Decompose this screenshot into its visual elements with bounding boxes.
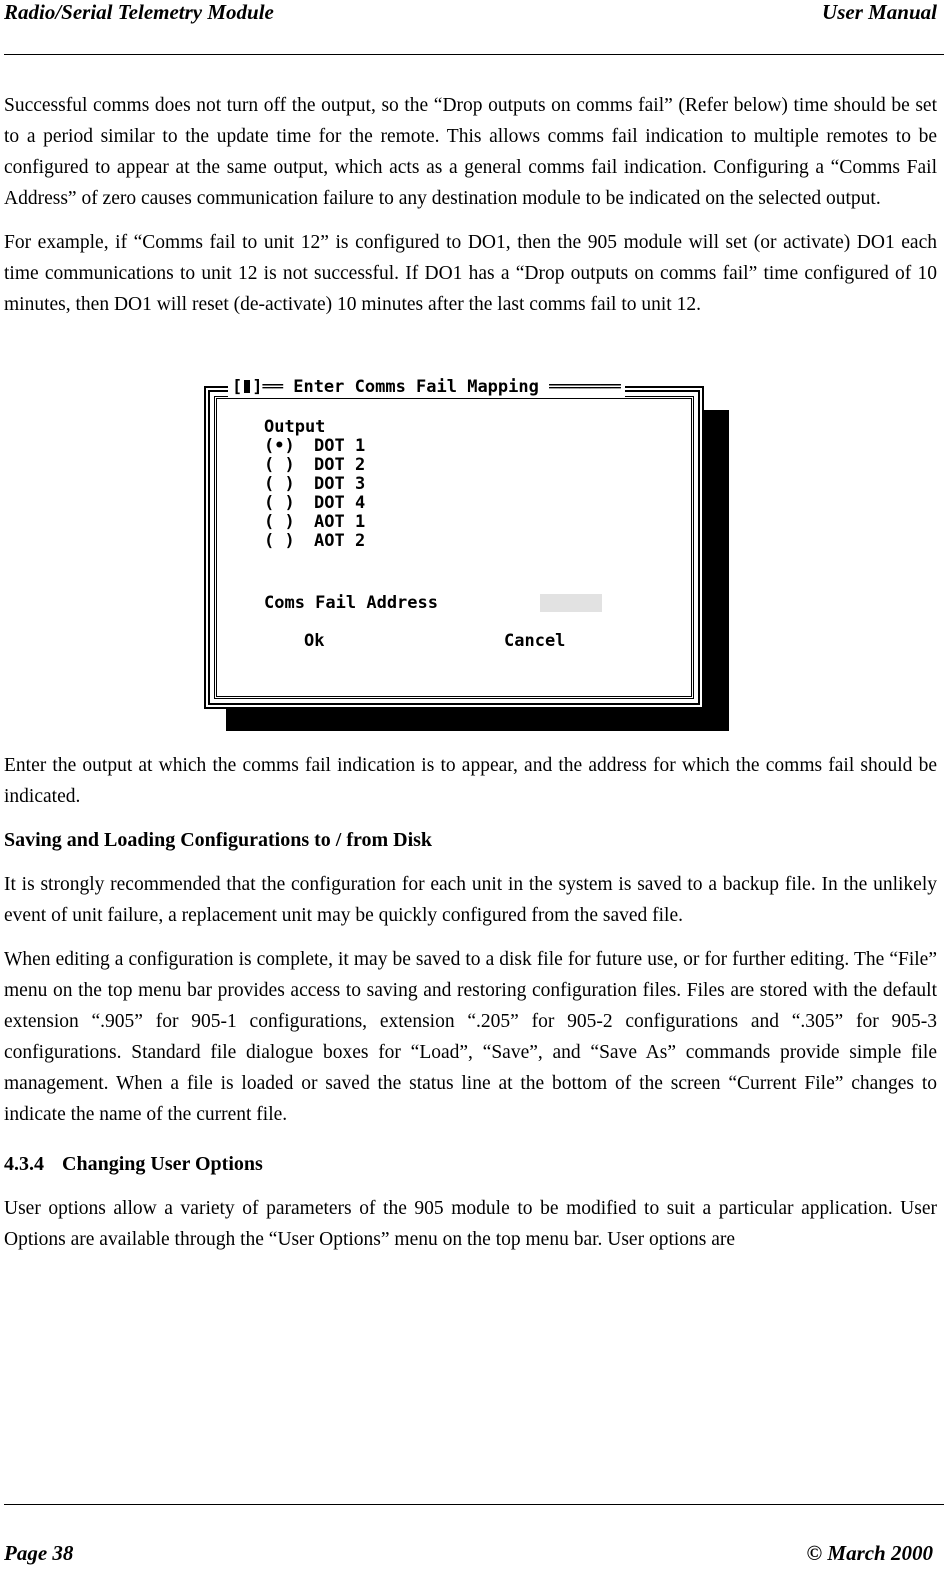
title-rule-right: ═══════ — [538, 377, 621, 397]
page-number-label: Page 38 — [4, 1541, 74, 1565]
page-number: 38 — [52, 1541, 74, 1565]
radio-selected-icon: (•) — [264, 436, 295, 456]
radio-unselected-icon: ( ) — [264, 493, 295, 513]
radio-option-label: DOT 4 — [314, 493, 366, 513]
radio-option-aot-1[interactable] — [264, 513, 365, 532]
ok-button[interactable]: Ok — [304, 631, 325, 651]
radio-option-dot-1[interactable] — [264, 437, 365, 456]
radio-unselected-icon: ( ) — [264, 531, 295, 551]
heading-changing-user-options — [4, 1149, 937, 1180]
radio-unselected-icon: ( ) — [264, 474, 295, 494]
dialog-close-button[interactable]: [ ] — [232, 377, 263, 397]
header-document-title: Radio/Serial Telemetry Module — [4, 0, 274, 24]
paragraph-dialog-instructions: Enter the output at which the comms fail indication is to appear, and the address for which the comms fail should be indicated. — [4, 755, 937, 807]
radio-option-label: AOT 2 — [314, 531, 366, 551]
dialog-title-bar — [228, 376, 625, 398]
radio-option-dot-3[interactable] — [264, 475, 365, 494]
section-number: 4.3.4 — [4, 1153, 44, 1175]
cancel-button[interactable]: Cancel — [504, 631, 566, 651]
paragraph-comms-fail-intro: Successful comms does not turn off the output, so the “Drop outputs on comms fail” (Refer below) time should be set to a period similar to the update time for the remote. This allows comms fail indication to multiple remotes to be configured to appear at the same output, which acts as a general comms fail indication. Configuring a “Comms Fail Address” of zero causes communication failure to any destination module to be indicated on the selected output. — [4, 95, 937, 209]
comms-fail-address-label: Coms Fail Address — [264, 593, 438, 613]
paragraph-backup-recommendation: It is strongly recommended that the configuration for each unit in the system is saved to a backup file. In the unlikely event of unit failure, a replacement unit may be quickly configured from the saved file. — [4, 874, 937, 926]
footer-rule — [4, 1504, 944, 1505]
header-manual-label: User Manual — [822, 0, 937, 24]
paragraph-file-menu: When editing a configuration is complete, it may be saved to a disk file for future use, or for further editing. The “File” menu on the top menu bar provides access to saving and restoring configuration files. Files are stored with the default extension “.905” for 905-1 configurations, extension “.205” for 905-2 configurations and “.305” for 905-3 configurations. Standard file dialogue boxes for “Load”, “Save”, and “Save As” commands provide simple file management. When a file is loaded or saved the status line at the bottom of the screen “Current File” changes to indicate the name of the current file. — [4, 949, 937, 1125]
radio-option-aot-2[interactable] — [264, 532, 365, 551]
close-icon — [244, 380, 250, 393]
output-group-label: Output — [264, 417, 326, 437]
copyright-date: © March 2000 — [806, 1541, 933, 1565]
radio-option-label: AOT 1 — [314, 512, 366, 532]
radio-option-dot-2[interactable] — [264, 456, 365, 475]
comms-fail-mapping-dialog — [204, 377, 704, 709]
title-rule-left: ══ — [262, 377, 294, 397]
page-header — [4, 0, 937, 28]
header-rule — [4, 54, 944, 55]
heading-saving-loading: Saving and Loading Configurations to / from Disk — [4, 829, 433, 851]
radio-option-dot-4[interactable] — [264, 494, 365, 513]
page-footer — [4, 1540, 933, 1566]
radio-option-label: DOT 1 — [314, 436, 366, 456]
comms-fail-dialog-figure — [4, 320, 937, 750]
radio-unselected-icon: ( ) — [264, 512, 295, 532]
radio-unselected-icon: ( ) — [264, 455, 295, 475]
radio-option-label: DOT 3 — [314, 474, 366, 494]
radio-option-label: DOT 2 — [314, 455, 366, 475]
paragraph-user-options: User options allow a variety of parameters of the 905 module to be modified to suit a particular application. User Options are available through the “User Options” menu on the top menu bar. User options are — [4, 1198, 937, 1250]
comms-fail-address-input[interactable] — [540, 594, 602, 612]
paragraph-example: For example, if “Comms fail to unit 12” is configured to DO1, then the 905 module will set (or activate) DO1 each time communications to unit 12 is not successful. If DO1 has a “Drop outputs on comms fail” time configured of 10 minutes, then DO1 will reset (de-activate) 10 minutes after the last comms fail to unit 12. — [4, 232, 937, 315]
dialog-title: Enter Comms Fail Mapping — [293, 377, 539, 397]
page-content — [4, 90, 937, 1255]
section-title: Changing User Options — [62, 1153, 263, 1175]
